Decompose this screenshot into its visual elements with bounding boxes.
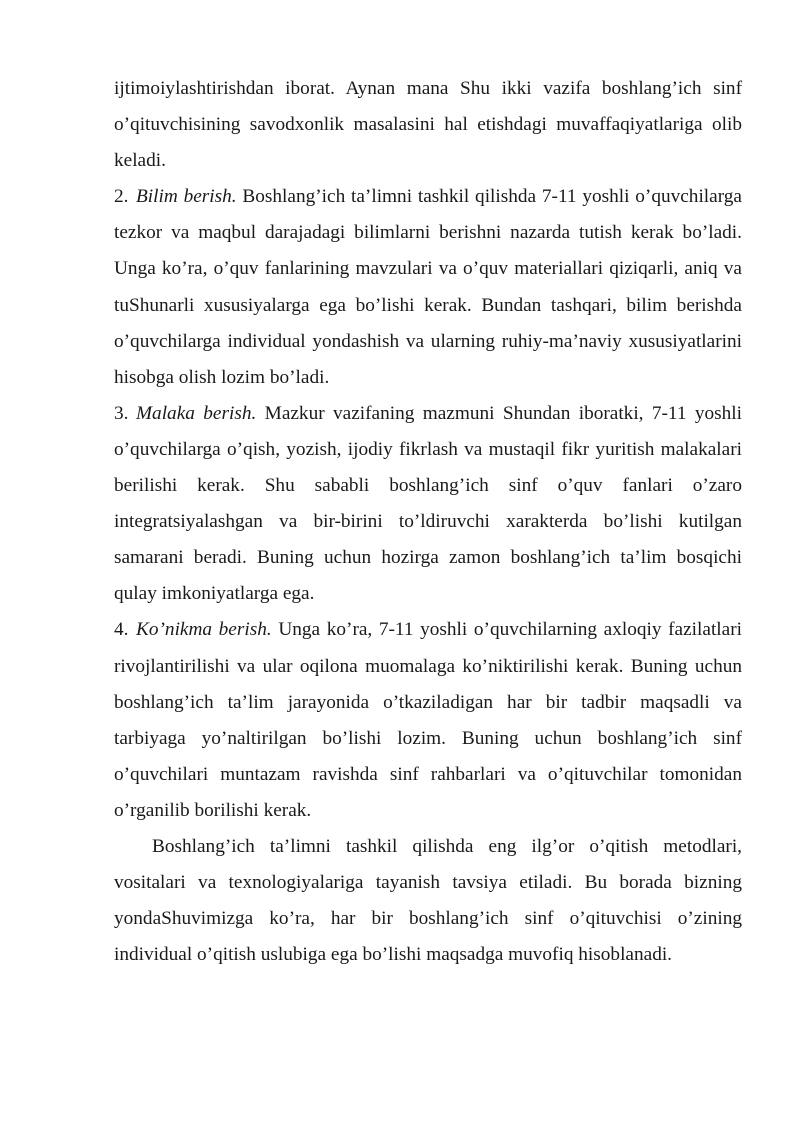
numbered-item-bilim-berish [114, 179, 742, 396]
item-number: 4. [114, 619, 129, 641]
item-term: Ko’nikma berish. [136, 619, 272, 641]
item-number: 3. [114, 402, 129, 424]
item-text: Boshlang’ich ta’limni tashkil qilishda 7-11 yoshli o’quvchilarga tezkor va maqbul darajadagi bilimlarni berishni nazarda tutish kerak bo’ladi. Unga ko’ra, o’quv fanlarining mavzulari va o’quv materiallari qiziqarli, aniq va tuShunarli xususiyalarga ega bo’lishi kerak. Bundan tashqari, bilim berishda o’quvchilarga individual yondashish va ularning ruhiy-ma’naviy xususiyatlarini hisobga olish lozim bo’ladi. [114, 186, 742, 388]
paragraph-continuation: ijtimoiylashtirishdan iborat. Aynan mana Shu ikki vazifa boshlang’ich sinf o’qituvchisining savodxonlik masalasini hal etishdagi muvaffaqiyatlariga olib keladi. [114, 78, 742, 172]
item-term: Bilim berish. [136, 186, 237, 208]
item-text: Unga ko’ra, 7-11 yoshli o’quvchilarning axloqiy fazilatlari rivojlantirilishi va ular oqilona muomalaga ko’niktirilishi kerak. Buning uchun boshlang’ich ta’lim jarayonida o’tkaziladigan har bir tadbir maqsadli va tarbiyaga yo’naltirilgan bo’lishi lozim. Buning uchun boshlang’ich sinf o’quvchilari muntazam ravishda sinf rahbarlari va o’qituvchilar tomonidan o’rganilib borilishi kerak. [114, 619, 742, 821]
item-term: Malaka berish. [136, 402, 257, 424]
paragraph-conclusion: Boshlang’ich ta’limni tashkil qilishda eng ilg’or o’qitish metodlari, vositalari va texnologiyalariga tayanish tavsiya etiladi. Bu borada bizning yondaShuvimizga ko’ra, har bir boshlang’ich sinf o’qituvchisi o’zining individual o’qitish uslubiga ega bo’lishi maqsadga muvofiq hisoblanadi. [114, 835, 742, 966]
numbered-item-malaka-berish [114, 396, 742, 613]
item-text: Mazkur vazifaning mazmuni Shundan iboratki, 7-11 yoshli o’quvchilarga o’qish, yozish, ijodiy fikrlash va mustaqil fikr yuritish malakalari berilishi kerak. Shu sababli boshlang’ich sinf o’quv fanlari o’zaro integratsiyalashgan va bir-birini to’ldiruvchi xarakterda bo’lishi kutilgan samarani beradi. Buning uchun hozirga zamon boshlang’ich ta’lim bosqichi qulay imkoniyatlarga ega. [114, 402, 742, 605]
item-number: 2. [114, 186, 129, 208]
numbered-item-konikma-berish [114, 612, 742, 829]
document-page [114, 71, 742, 973]
